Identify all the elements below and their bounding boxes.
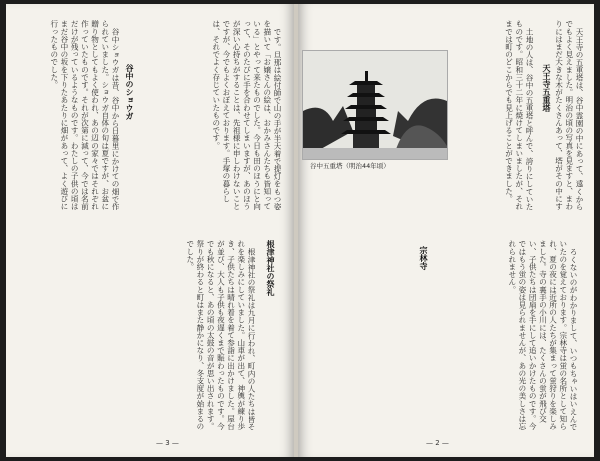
page-number-right: — 2 — — [426, 439, 449, 447]
right-page — [298, 4, 594, 457]
left-top-paragraph: です。旦那は絵付師で山の手が半天着で提灯をもつ姿を描いて「お嬢さんの絵は、おかみさんたちも皆知っている」とやって来たものでした。今日も田のほうにと向って、そのたびに手を合わせてしまいますが、あのほうが深い心持ちがすることは、先祖様に申しわけないことですが、今でもよくおぼえております。手塚の暮らしは、それでよく存じていたものです。 — [211, 20, 282, 210]
book-spread — [6, 4, 594, 457]
left-top-text-2 — [14, 20, 120, 210]
page-number-left: — 3 — — [156, 439, 179, 447]
pagoda-image — [303, 51, 447, 159]
left-bottom-text — [16, 240, 256, 430]
right-top-text — [554, 20, 584, 210]
photo-caption: 谷中五重塔（明治44年頃） — [310, 162, 390, 170]
left-page — [6, 4, 294, 457]
section-heading-shoga: 谷中のショウガ — [125, 64, 134, 120]
section-heading-tennoji: 天王寺五重塔 — [542, 64, 551, 112]
section-heading-festival: 根津神社の祭礼 — [266, 240, 275, 296]
pagoda-photo — [302, 50, 448, 160]
left-bottom-paragraph: 根津神社の祭礼は九月に行われ、町内の人たちは皆それを楽しみにしていました。山車が出て、神輿が練り歩き、子供たちは晴れ着を着て参詣に出かけました。屋台が並び、大人も子供も夜遅くまで賑わったものです。今でも秋になると、あの頃の太鼓の音が思い出されます。祭りが終わると町はまた静かになり、冬支度が始まるのでした。 — [185, 240, 256, 430]
right-top-text-2 — [454, 20, 534, 210]
left-top-text — [178, 20, 282, 210]
right-bottom-text — [308, 240, 578, 430]
left-top-paragraph-2: 谷中ショウガは昔、谷中から日暮里にかけての畑で作られていました。ショウガ自体の旬は夏ですが、お盆に贈り物としてもよく使われ、あの辺の家々ではそれぞれ作っていたものです。それが次第に減って、今では名前だけが残っているようなものです。わたしの子供の頃はまだ谷中の坂を下りたあたりに畑があって、よく遊びに行ったものでした。 — [49, 20, 120, 210]
right-top-paragraph: 天王寺の五重塔は、谷中霊園の中にあって、遠くからでもよく見えました。明治の頃の写真を見ますと、まわりにはまだ大きな木がたくさんあって、塔がその中にす — [554, 20, 584, 210]
right-bottom-paragraph: ろくないのがわかりまして、いつもちゃいはいえんでいたのを覚えております。宗林寺は蛍の名所として知られ、夏の夜には近所の人たちが集まって蛍狩りを楽しみました。寺の裏手の小川には、たくさんの蛍が飛び交い、子供たちは団扇を手にして追いかけたものです。今ではもう蛍の姿は見られませんが、あの光の美しさは忘れられません。 — [507, 240, 578, 430]
right-top-paragraph-2: 土地の人は、谷中の五重塔と呼んで、誇りにしていたものです。昭和三十二年に焼けてしまいましたが、それまでは町のどこからでも見上げることができました。 — [504, 20, 534, 210]
section-heading-sorinji: 宗林寺 — [419, 246, 428, 270]
